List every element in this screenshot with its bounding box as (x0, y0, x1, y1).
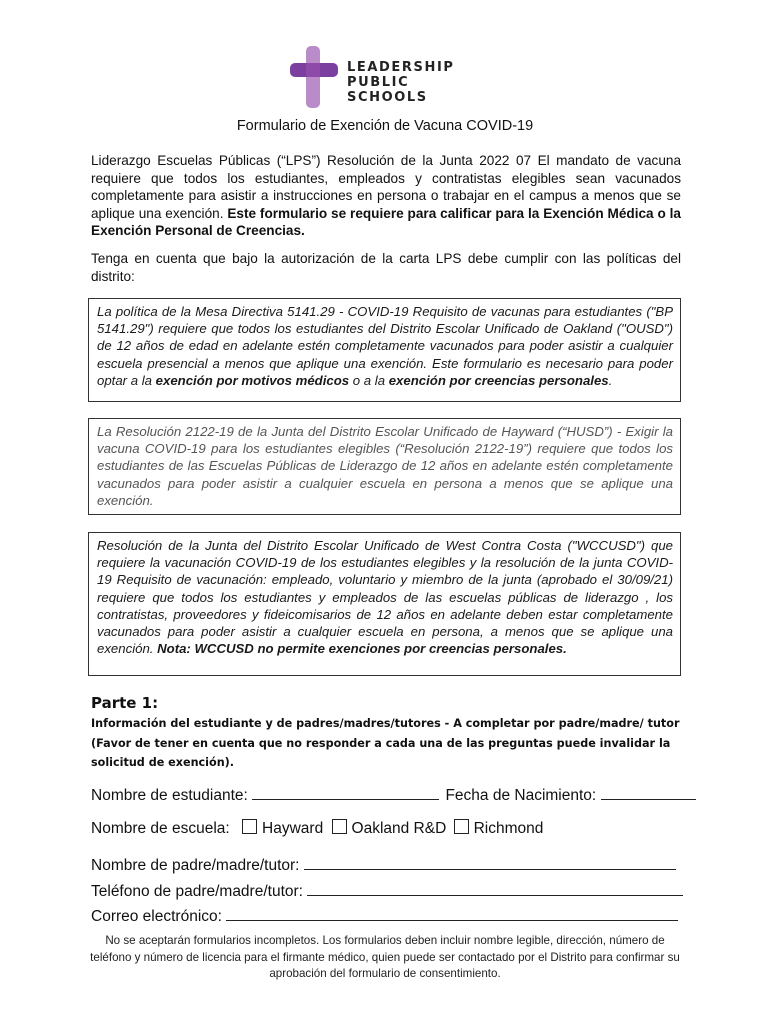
ousd-bold-medical: exención por motivos médicos (155, 372, 350, 388)
part-1-heading: Parte 1: (91, 694, 159, 712)
intro-text: Liderazgo Escuelas Públicas (“LPS”) Resolución de la Junta 2022 07 El mandato de vacuna requiere que todos los estudiantes, empleados y contratistas elegibles sean vacunados completamente para asistir a instrucciones en persona o trabajar en el campus a menos que se aplique una exención. (91, 153, 681, 221)
parent-name-label: Nombre de padre/madre/tutor: (91, 857, 300, 874)
student-name-label: Nombre de estudiante: (91, 787, 248, 804)
birth-date-label: Fecha de Nacimiento: (445, 787, 597, 804)
email-input[interactable] (226, 905, 678, 921)
student-row (91, 784, 696, 805)
email-row (91, 905, 678, 926)
parent-name-input[interactable] (304, 854, 676, 870)
district-note: Tenga en cuenta que bajo la autorización de la carta LPS debe cumplir con las políticas del distrito: (91, 251, 681, 284)
hayward-label: Hayward (262, 820, 324, 837)
husd-text: La Resolución 2122-19 de la Junta del Distrito Escolar Unificado de Hayward (“HUSD”) - Exigir la vacuna COVID-19 para los estudiantes elegibles (“Resolución 2122-19”) requiere que todos los estudiantes de las Escuelas Públicas de Liderazgo de 12 años en adelante estén completamente vacunados para poder asistir a cualquier escuela en persona a menos que se aplique una exención. (97, 424, 673, 508)
ousd-bold-personal: exención por creencias personales (388, 372, 609, 388)
ousd-text-a: La política de la Mesa Directiva 5141.29 - COVID-19 Requisito de vacunas para estudiantes ("BP 5141.29") requiere que todos los estudiantes del Distrito Escolar Unificado de Oakland ("OUSD") de 12 años de edad en adelante estén completamente vacunados para poder asistir a cualquier escuela presencial a menos que aplique una exención. Este formulario es necesario para poder optar a la (97, 304, 673, 388)
part-1-instructions: Información del estudiante y de padres/madres/tutores - A completar por padre/madre/ tutor (Favor de tener en cuenta que no responder a cada una de las preguntas puede invalidar la solicitud de exención). (91, 717, 680, 769)
school-name-label: Nombre de escuela: (91, 820, 230, 837)
policy-box-wccusd (88, 532, 681, 676)
school-row (91, 819, 543, 838)
lps-cross-icon (290, 46, 338, 108)
intro-bold: Este formulario se requiere para calificar para la Exención Médica o la Exención Personal de Creencias. (91, 205, 681, 238)
richmond-checkbox[interactable] (454, 819, 469, 834)
wccusd-note: Nota: WCCUSD no permite exenciones por creencias personales. (157, 641, 567, 657)
policy-box-husd (88, 418, 681, 515)
oakland-checkbox[interactable] (332, 819, 347, 834)
wccusd-text: Resolución de la Junta del Distrito Escolar Unificado de West Contra Costa ("WCCUSD") que requiere la vacunación COVID-19 de los estudiantes elegibles y la resolución de la junta COVID-19 Requisito de vacunación: empleado, voluntario y miembro de la junta (aprobado el 30/09/21) requiere que todos los estudiantes y empleados de las escuelas públicas de liderazgo , los contratistas, proveedores y fideicomisarios de 12 años en adelante deben estar completamente vacunados para poder asistir a cualquier escuela en persona, a menos que se aplique una exención. (97, 538, 673, 657)
footer-note: No se aceptarán formularios incompletos. Los formularios deben incluir nombre legible, dirección, número de teléfono y número de licencia para el firmante médico, quien puede ser contactado por el Distrito para confirmar su aprobación del formulario de consentimiento. (90, 934, 680, 980)
logo-wordmark (347, 60, 490, 105)
birth-date-input[interactable] (601, 784, 696, 800)
policy-box-ousd (88, 298, 681, 402)
richmond-label: Richmond (473, 820, 544, 837)
parent-name-row (91, 854, 676, 875)
parent-phone-row (91, 880, 683, 901)
parent-phone-input[interactable] (307, 880, 683, 896)
email-label: Correo electrónico: (91, 908, 222, 925)
oakland-label: Oakland R&D (351, 820, 447, 837)
form-title: Formulario de Exención de Vacuna COVID-19 (236, 118, 534, 134)
ousd-text-c: . (608, 372, 613, 388)
logo-line-2: PUBLIC SCHOOLS (347, 75, 428, 105)
ousd-text-b: o a la (349, 372, 389, 388)
intro-paragraph (91, 152, 681, 240)
student-name-input[interactable] (252, 784, 439, 800)
hayward-checkbox[interactable] (242, 819, 257, 834)
parent-phone-label: Teléfono de padre/madre/tutor: (91, 883, 303, 900)
logo-line-1: LEADERSHIP (347, 60, 455, 75)
lps-logo (290, 46, 490, 108)
